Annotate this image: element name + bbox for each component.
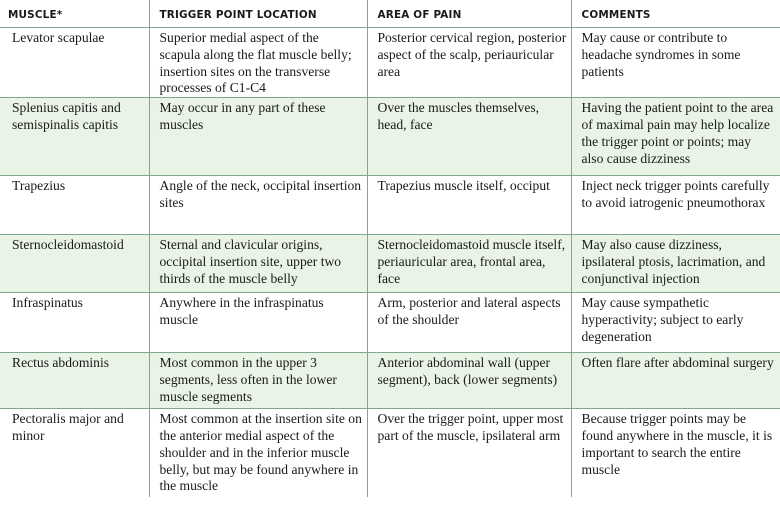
table-row xyxy=(0,176,780,235)
header-trigger-point-location: TRIGGER POINT LOCATION xyxy=(149,0,367,28)
cell-comments: May cause or contribute to headache syndromes in some patients xyxy=(571,28,780,98)
cell-muscle: Sternocleidomastoid xyxy=(0,235,149,293)
cell-pain: Trapezius muscle itself, occiput xyxy=(367,176,571,235)
cell-pain: Anterior abdominal wall (upper segment), back (lower segments) xyxy=(367,353,571,409)
header-muscle: MUSCLE* xyxy=(0,0,149,28)
cell-pain: Sternocleidomastoid muscle itself, periauricular area, frontal area, face xyxy=(367,235,571,293)
table-body xyxy=(0,28,780,497)
cell-muscle: Trapezius xyxy=(0,176,149,235)
cell-location: Anywhere in the infraspinatus muscle xyxy=(149,293,367,353)
cell-comments: Often flare after abdominal surgery xyxy=(571,353,780,409)
cell-muscle: Rectus abdominis xyxy=(0,353,149,409)
table-row xyxy=(0,235,780,293)
cell-location: Angle of the neck, occipital insertion sites xyxy=(149,176,367,235)
cell-muscle: Levator scapulae xyxy=(0,28,149,98)
table-header xyxy=(0,0,780,28)
cell-pain: Arm, posterior and lateral aspects of the shoulder xyxy=(367,293,571,353)
cell-location: Superior medial aspect of the scapula along the flat muscle belly; insertion sites on the transverse processes of C1-C4 xyxy=(149,28,367,98)
cell-location: Sternal and clavicular origins, occipital insertion site, upper two thirds of the muscle belly xyxy=(149,235,367,293)
cell-muscle: Splenius capitis and semispinalis capitis xyxy=(0,98,149,176)
table-row xyxy=(0,353,780,409)
table-row xyxy=(0,98,780,176)
table-row xyxy=(0,293,780,353)
cell-location: Most common in the upper 3 segments, less often in the lower muscle segments xyxy=(149,353,367,409)
table-row xyxy=(0,409,780,497)
cell-pain: Over the muscles themselves, head, face xyxy=(367,98,571,176)
header-comments: COMMENTS xyxy=(571,0,780,28)
cell-location: Most common at the insertion site on the anterior medial aspect of the shoulder and in the inferior muscle belly, but may be found anywhere in the muscle xyxy=(149,409,367,497)
cell-muscle: Pectoralis major and minor xyxy=(0,409,149,497)
cell-location: May occur in any part of these muscles xyxy=(149,98,367,176)
cell-comments: Because trigger points may be found anywhere in the muscle, it is important to search the entire muscle xyxy=(571,409,780,497)
cell-pain: Posterior cervical region, posterior aspect of the scalp, periauricular area xyxy=(367,28,571,98)
cell-comments: Having the patient point to the area of maximal pain may help localize the trigger point or points; may also cause dizziness xyxy=(571,98,780,176)
header-area-of-pain: AREA OF PAIN xyxy=(367,0,571,28)
cell-comments: Inject neck trigger points carefully to avoid iatrogenic pneumothorax xyxy=(571,176,780,235)
cell-pain: Over the trigger point, upper most part of the muscle, ipsilateral arm xyxy=(367,409,571,497)
cell-muscle: Infraspinatus xyxy=(0,293,149,353)
cell-comments: May cause sympathetic hyperactivity; subject to early degeneration xyxy=(571,293,780,353)
cell-comments: May also cause dizziness, ipsilateral ptosis, lacrimation, and conjunctival injection xyxy=(571,235,780,293)
header-row xyxy=(0,0,780,28)
table-row xyxy=(0,28,780,98)
